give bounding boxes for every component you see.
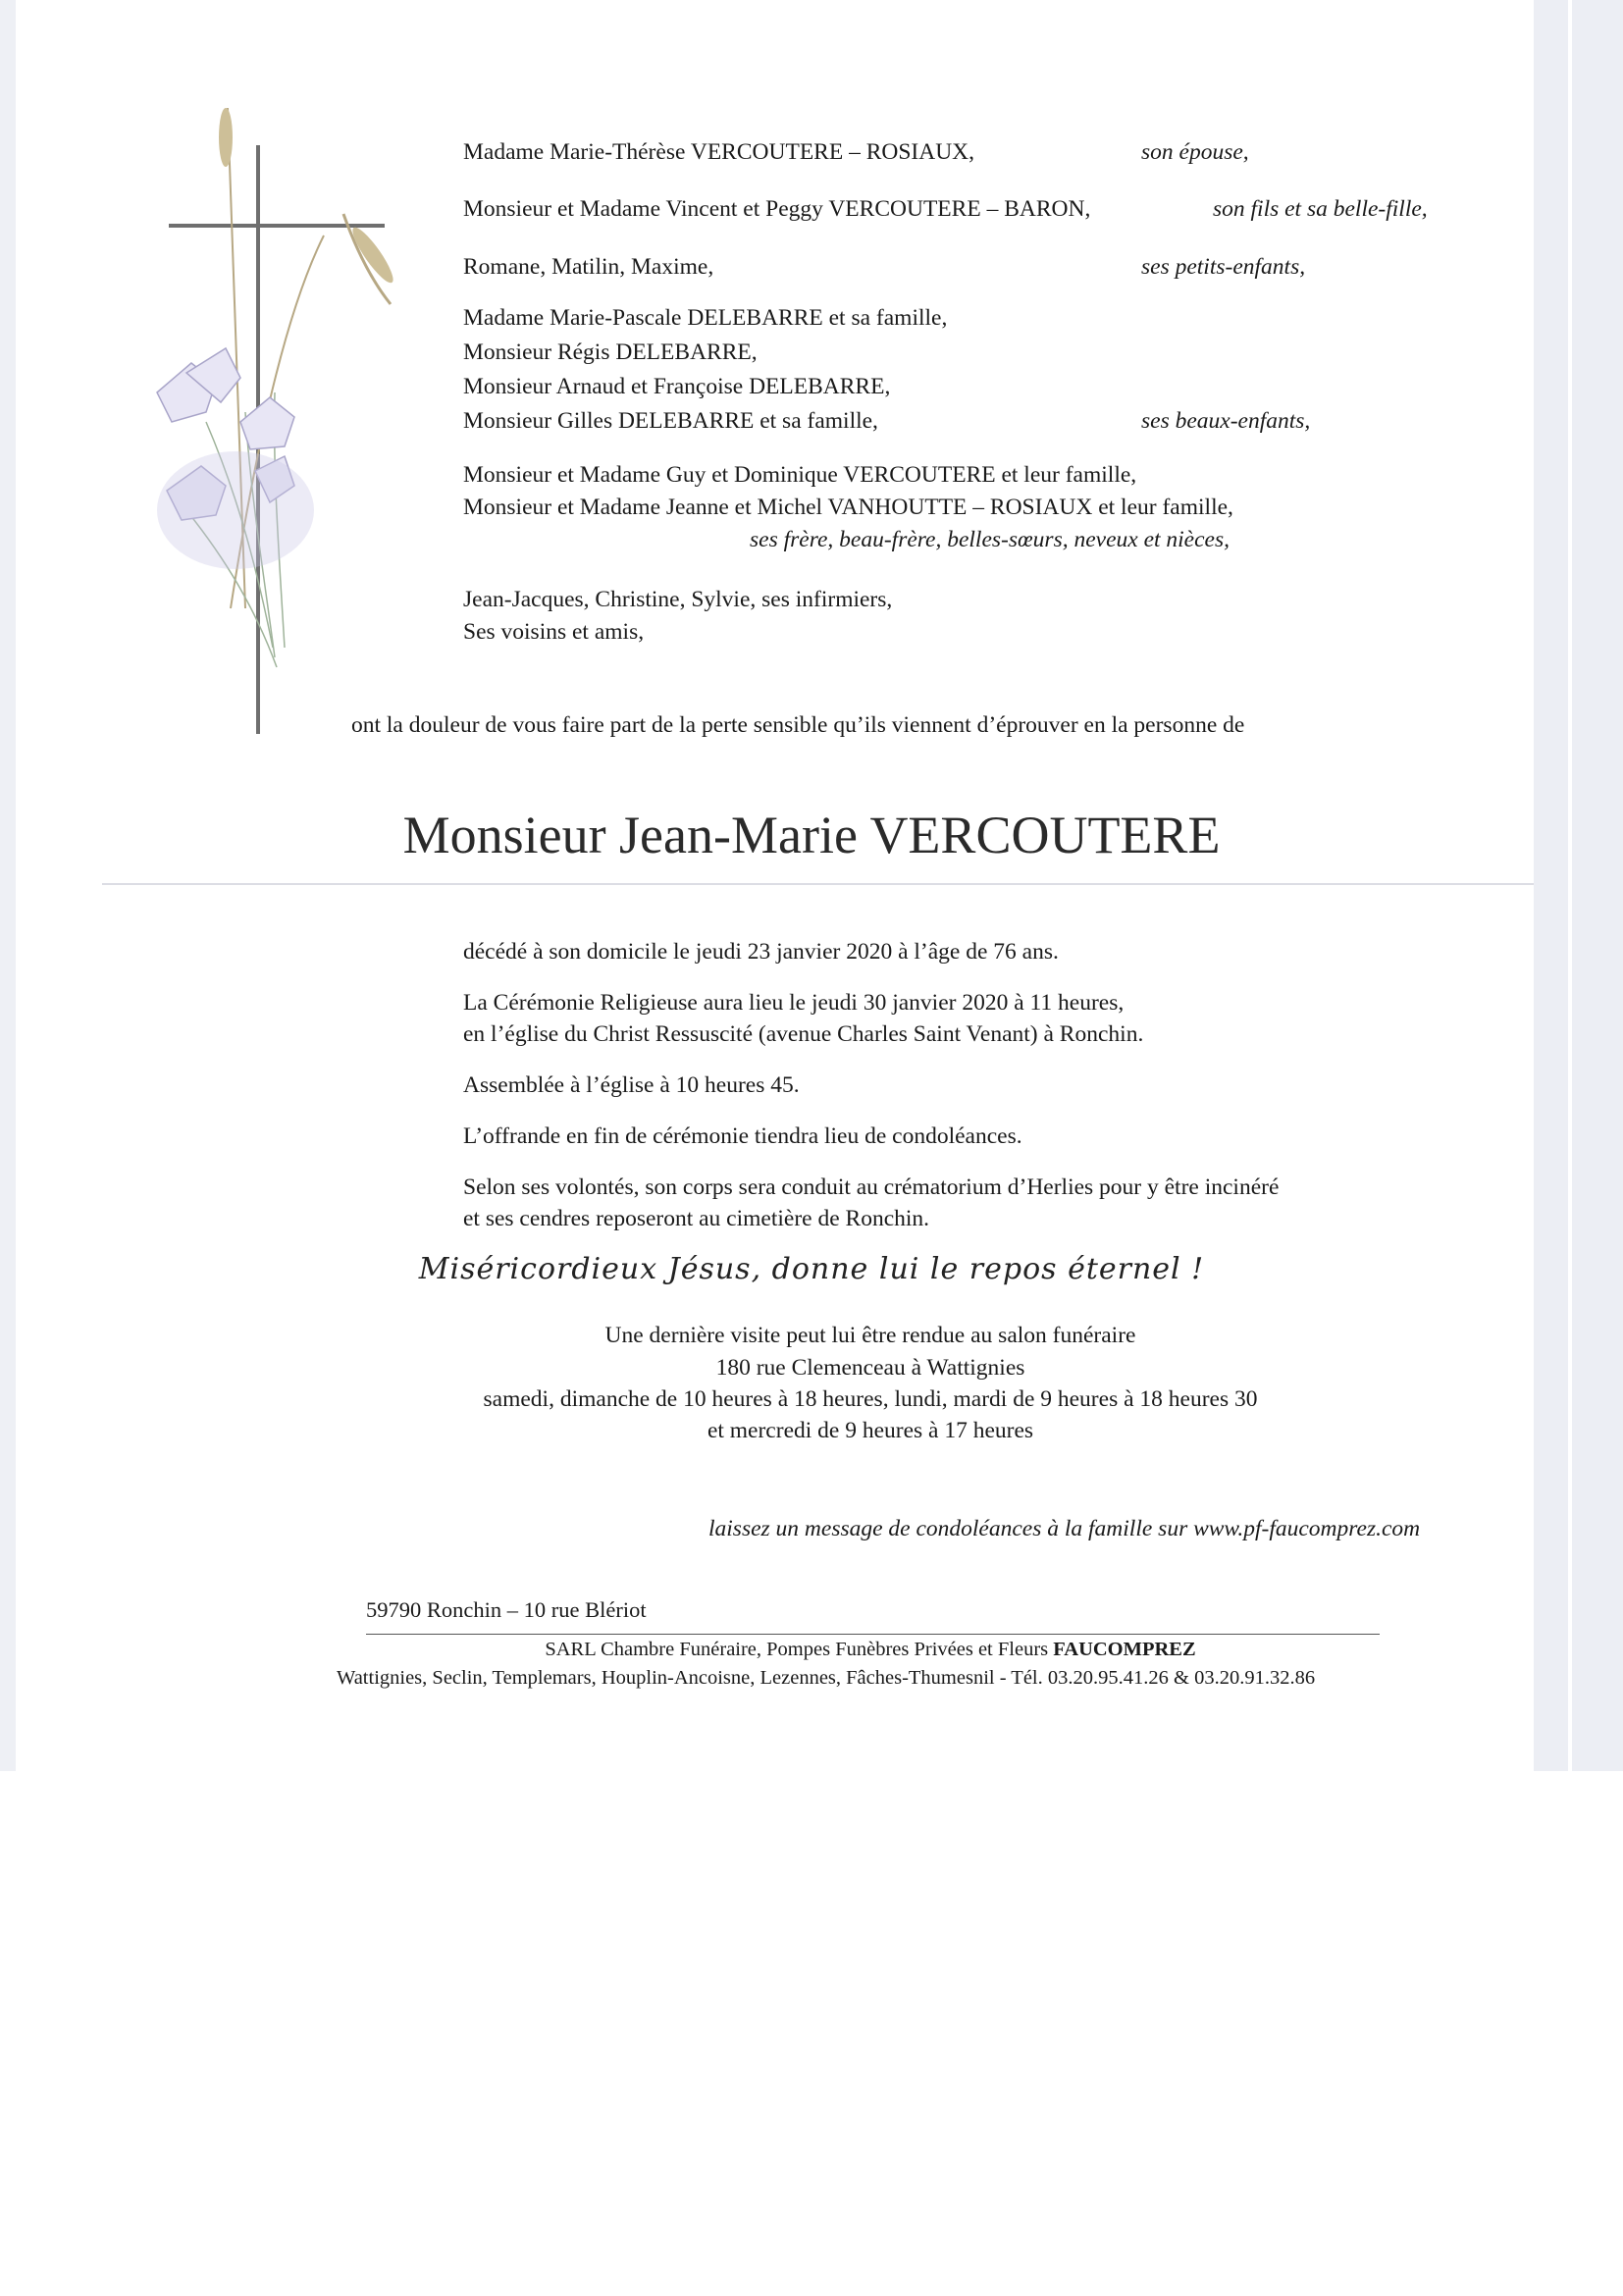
family-line-grandchildren: Romane, Matilin, Maxime,	[463, 254, 714, 280]
others-line: Ses voisins et amis,	[463, 619, 645, 645]
others-line: Jean-Jacques, Christine, Sylvie, ses infirmiers,	[463, 587, 893, 612]
scan-edge-right-gap	[1568, 0, 1572, 1771]
stepchild-line: Monsieur Régis DELEBARRE,	[463, 339, 758, 365]
relation-stepchildren: ses beaux-enfants,	[1141, 408, 1311, 434]
visit-line: 180 rue Clemenceau à Wattignies	[715, 1355, 1025, 1381]
footer-address: 59790 Ronchin – 10 rue Blériot	[366, 1597, 647, 1622]
stepchild-line: Monsieur Arnaud et Françoise DELEBARRE,	[463, 374, 891, 399]
stepchild-line: Madame Marie-Pascale DELEBARRE et sa famille,	[463, 305, 948, 331]
visit-line: Une dernière visite peut lui être rendue au salon funéraire	[604, 1323, 1136, 1348]
relation-spouse: son épouse,	[1141, 139, 1249, 165]
ceremony-line-1: La Cérémonie Religieuse aura lieu le jeudi 30 janvier 2020 à 11 heures,	[463, 990, 1125, 1016]
footer-company-prefix: SARL Chambre Funéraire, Pompes Funèbres Privées et Fleurs	[545, 1639, 1049, 1660]
relation-siblings: ses frère, beau-frère, belles-sœurs, neveux et nièces,	[750, 527, 1230, 552]
visit-line: et mercredi de 9 heures à 17 heures	[707, 1418, 1034, 1443]
offering-details: L’offrande en fin de cérémonie tiendra lieu de condoléances.	[463, 1123, 1022, 1149]
cremation-line-2: et ses cendres reposeront au cimetière de Ronchin.	[463, 1206, 930, 1231]
assembly-details: Assemblée à l’église à 10 heures 45.	[463, 1072, 800, 1098]
sibling-line: Monsieur et Madame Jeanne et Michel VANHOUTTE – ROSIAUX et leur famille,	[463, 495, 1233, 520]
relation-grandchildren: ses petits-enfants,	[1141, 254, 1306, 280]
scan-edge-right	[1534, 0, 1623, 1771]
cross-wheat-lily-decoration	[147, 98, 402, 736]
flower-shadow	[157, 451, 314, 569]
ceremony-line-2: en l’église du Christ Ressuscité (avenue Charles Saint Venant) à Ronchin.	[463, 1021, 1144, 1047]
deceased-name: Monsieur Jean-Marie VERCOUTERE	[402, 806, 1221, 864]
wheat-ear-icon	[219, 108, 398, 287]
visit-line: samedi, dimanche de 10 heures à 18 heures, lundi, mardi de 9 heures à 18 heures 30	[483, 1386, 1258, 1412]
stepchild-line: Monsieur Gilles DELEBARRE et sa famille,	[463, 408, 878, 434]
sibling-line: Monsieur et Madame Guy et Dominique VERCOUTERE et leur famille,	[463, 462, 1137, 488]
prayer-quote: Miséricordieux Jésus, donne lui le repos éternel !	[418, 1252, 1205, 1286]
footer-company	[0, 1637, 1623, 1662]
scan-edge-left	[0, 0, 16, 1771]
cremation-line-1: Selon ses volontés, son corps sera conduit au crématorium d’Herlies pour y être incinéré	[463, 1174, 1280, 1200]
page-fold-line	[102, 883, 1534, 885]
death-details: décédé à son domicile le jeudi 23 janvier 2020 à l’âge de 76 ans.	[463, 939, 1059, 965]
condolence-message: laissez un message de condoléances à la famille sur www.pf-faucomprez.com	[708, 1516, 1421, 1541]
family-line-son: Monsieur et Madame Vincent et Peggy VERCOUTERE – BARON,	[463, 196, 1091, 222]
footer-locations: Wattignies, Seclin, Templemars, Houplin-Ancoisne, Lezennes, Fâches-Thumesnil - Tél. 03.20.95.41.26 & 03.20.91.32.86	[337, 1667, 1316, 1689]
footer-company-name: FAUCOMPREZ	[1053, 1639, 1196, 1660]
footer-divider	[366, 1634, 1380, 1635]
relation-son: son fils et sa belle-fille,	[1213, 196, 1428, 222]
announcement-text: ont la douleur de vous faire part de la perte sensible qu’ils viennent d’éprouver en la personne de	[351, 712, 1245, 738]
family-line-spouse: Madame Marie-Thérèse VERCOUTERE – ROSIAUX,	[463, 139, 975, 165]
